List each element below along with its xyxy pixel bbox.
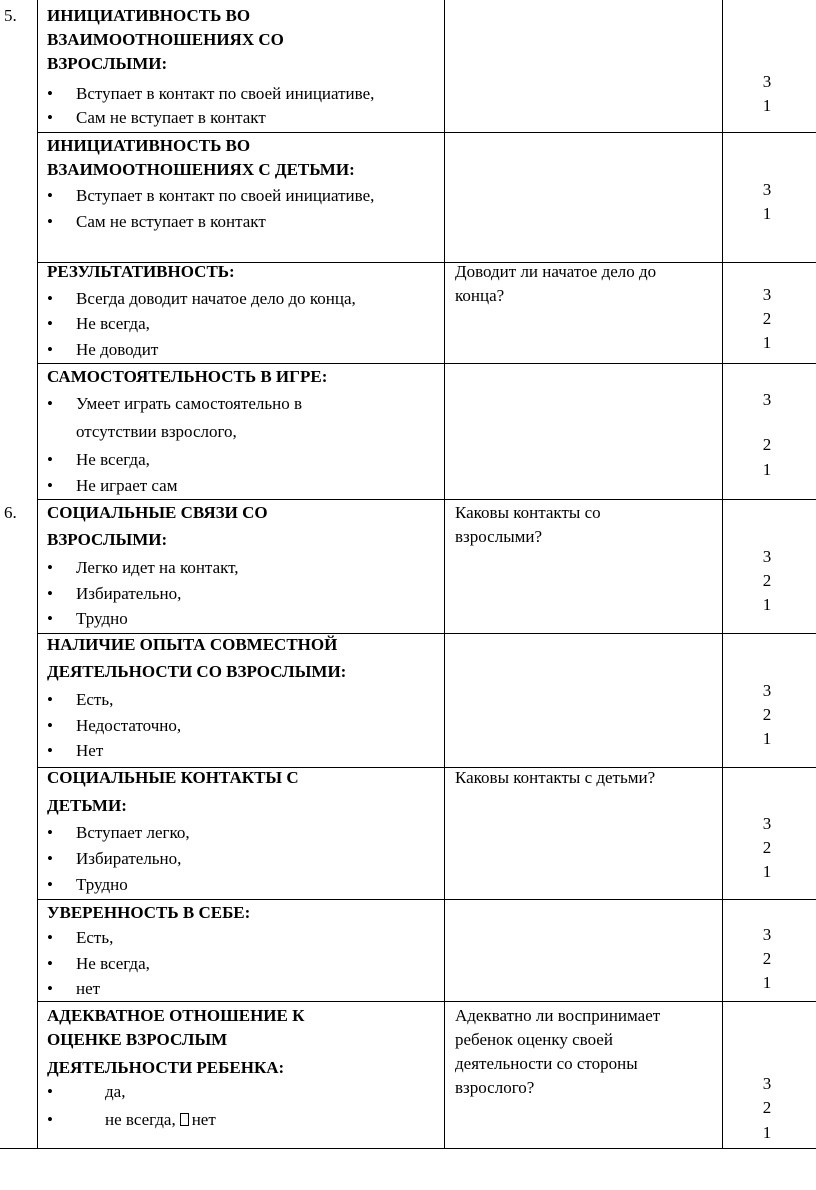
criterion-option: Нет [76,741,104,760]
criterion-title: ИНИЦИАТИВНОСТЬ ВО [47,6,251,25]
criterion-option: Сам не вступает в контакт [76,212,266,231]
checkbox-glyph-icon [180,1113,189,1126]
row-divider [37,899,816,900]
score-value: 3 [762,285,772,304]
question-text: конца? [455,286,505,305]
criterion-option: Легко идет на контакт, [76,558,239,577]
criterion-title: ДЕТЬМИ: [47,796,127,815]
criterion-title: ВЗАИМООТНОШЕНИЯХ С ДЕТЬМИ: [47,160,355,179]
criterion-option: Не играет сам [76,476,178,495]
criterion-option: Не всегда, [76,450,150,469]
score-value: 2 [762,705,772,724]
criterion-option: не всегда, нет [105,1110,216,1129]
question-text: деятельности со стороны [455,1054,638,1073]
score-value: 2 [762,949,772,968]
criterion-title: НАЛИЧИЕ ОПЫТА СОВМЕСТНОЙ [47,635,338,654]
table-col-divider [722,0,723,1148]
row-number: 6. [4,503,17,522]
criterion-option: Вступает в контакт по своей инициативе, [76,84,375,103]
criterion-option: Не доводит [76,340,159,359]
criterion-title: УВЕРЕННОСТЬ В СЕБЕ: [47,903,251,922]
criterion-title: САМОСТОЯТЕЛЬНОСТЬ В ИГРЕ: [47,367,328,386]
criterion-title: ВЗРОСЛЫМИ: [47,54,168,73]
bullet-icon: • [47,186,53,205]
bullet-icon: • [47,1110,53,1129]
criterion-option: отсутствии взрослого, [76,422,237,441]
question-text: взрослого? [455,1078,535,1097]
row-divider [37,1001,816,1002]
criterion-option: Есть, [76,690,114,709]
criterion-option: Всегда доводит начатое дело до конца, [76,289,356,308]
score-value: 1 [762,862,772,881]
bullet-icon: • [47,394,53,413]
bullet-icon: • [47,476,53,495]
criterion-title: ВЗРОСЛЫМИ: [47,530,168,549]
criterion-option: Вступает легко, [76,823,190,842]
criterion-option-tail: нет [191,1110,216,1129]
score-value: 2 [762,838,772,857]
question-text: Каковы контакты со [455,503,601,522]
score-value: 3 [762,925,772,944]
question-text: ребенок оценку своей [455,1030,613,1049]
bullet-icon: • [47,212,53,231]
score-value: 1 [762,1123,772,1142]
score-value: 2 [762,1098,772,1117]
criterion-title: СОЦИАЛЬНЫЕ КОНТАКТЫ С [47,768,299,787]
criterion-title: АДЕКВАТНОЕ ОТНОШЕНИЕ К [47,1006,305,1025]
score-value: 1 [762,333,772,352]
question-text: Каковы контакты с детьми? [455,768,656,787]
bullet-icon: • [47,823,53,842]
bullet-icon: • [47,340,53,359]
bullet-icon: • [47,558,53,577]
criterion-option: Вступает в контакт по своей инициативе, [76,186,375,205]
criterion-title: РЕЗУЛЬТАТИВНОСТЬ: [47,262,235,281]
criterion-option: Не всегда, [76,314,150,333]
table-bottom-border [0,1148,816,1149]
criterion-option: Умеет играть самостоятельно в [76,394,302,413]
bullet-icon: • [47,716,53,735]
criterion-title: ДЕЯТЕЛЬНОСТИ РЕБЕНКА: [47,1058,285,1077]
bullet-icon: • [47,954,53,973]
criterion-option: нет [76,979,101,998]
score-value: 1 [762,729,772,748]
bullet-icon: • [47,108,53,127]
question-text: взрослыми? [455,527,543,546]
criterion-option: Есть, [76,928,114,947]
score-value: 3 [762,1074,772,1093]
criterion-option: Недостаточно, [76,716,182,735]
bullet-icon: • [47,875,53,894]
bullet-icon: • [47,690,53,709]
bullet-icon: • [47,1082,53,1101]
bullet-icon: • [47,849,53,868]
bullet-icon: • [47,584,53,603]
score-value: 1 [762,595,772,614]
bullet-icon: • [47,450,53,469]
row-number: 5. [4,6,17,25]
score-value: 3 [762,547,772,566]
criterion-title: СОЦИАЛЬНЫЕ СВЯЗИ СО [47,503,268,522]
score-value: 2 [762,571,772,590]
score-value: 3 [762,180,772,199]
bullet-icon: • [47,741,53,760]
question-text: Доводит ли начатое дело до [455,262,657,281]
criterion-title: ВЗАИМООТНОШЕНИЯХ СО [47,30,284,49]
score-value: 1 [762,204,772,223]
criterion-option: Трудно [76,609,128,628]
criterion-option: Трудно [76,875,128,894]
score-value: 2 [762,435,772,454]
row-divider [37,499,816,500]
bullet-icon: • [47,609,53,628]
criterion-option: Избирательно, [76,849,182,868]
table-col-divider [444,0,445,1148]
score-value: 3 [762,390,772,409]
score-value: 1 [762,460,772,479]
table-left-border [37,0,38,1148]
score-value: 3 [762,681,772,700]
score-value: 1 [762,96,772,115]
score-value: 3 [762,72,772,91]
question-text: Адекватно ли воспринимает [455,1006,661,1025]
criterion-option: Избирательно, [76,584,182,603]
criterion-title: ОЦЕНКЕ ВЗРОСЛЫМ [47,1030,228,1049]
score-value: 1 [762,973,772,992]
score-value: 3 [762,814,772,833]
row-divider [37,363,816,364]
row-divider [37,132,816,133]
criterion-title: ДЕЯТЕЛЬНОСТИ СО ВЗРОСЛЫМИ: [47,662,347,681]
bullet-icon: • [47,314,53,333]
bullet-icon: • [47,979,53,998]
bullet-icon: • [47,289,53,308]
bullet-icon: • [47,84,53,103]
bullet-icon: • [47,928,53,947]
criterion-title: ИНИЦИАТИВНОСТЬ ВО [47,136,251,155]
criterion-option: Сам не вступает в контакт [76,108,266,127]
criterion-option: да, [105,1082,126,1101]
criterion-option: Не всегда, [76,954,150,973]
score-value: 2 [762,309,772,328]
